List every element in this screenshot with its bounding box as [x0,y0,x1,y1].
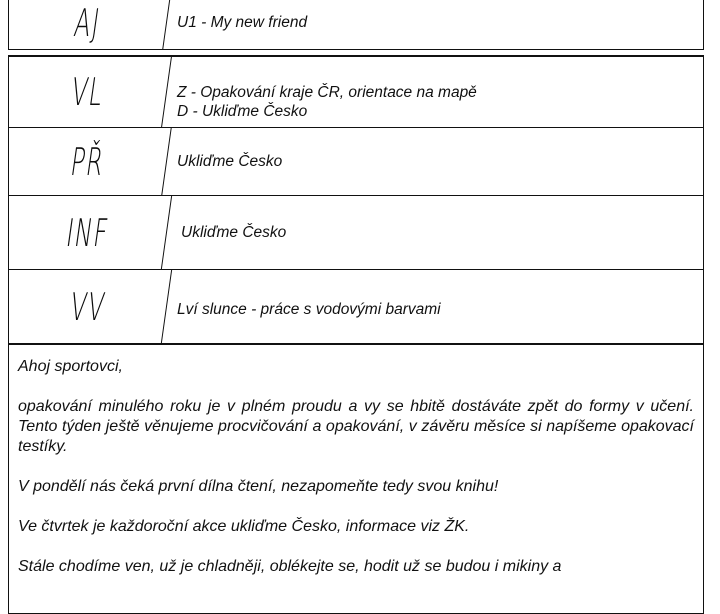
schedule-row-pr [8,128,704,196]
subject-label: AJ [5,0,170,49]
content-line: Ukliďme Česko [181,224,287,241]
schedule-row-aj [8,0,704,50]
content-line: Ukliďme Česko [177,153,283,170]
schedule-row-vl [8,56,704,128]
subject-content [167,57,703,127]
subject-label: PŘ [4,128,171,195]
message-paragraph: opakování minulého roku je v plném proudu a vy se hbitě dostáváte zpět do formy v učení. Tento týden ještě věnujeme procvičování a opakování, v závěru měsíce si napíšeme opakovací testíky. [18,398,694,455]
message-paragraph: V pondělí nás čeká první dílna čtení, nezapomeňte tedy svou knihu! [18,478,499,495]
schedule-row-vv [8,270,704,344]
content-line: Z - Opakování kraje ČR, orientace na mapě [177,84,477,101]
message-greeting: Ahoj sportovci, [18,358,123,375]
content-line: U1 - My new friend [177,14,308,31]
message-paragraph: Ve čtvrtek je každoroční akce ukliďme Česko, informace viz ŽK. [18,518,470,535]
subject-label: VL [4,57,172,127]
content-line: Lví slunce - práce s vodovými barvami [177,301,441,318]
schedule-row-inf [8,196,704,270]
subject-content [167,128,703,195]
subject-content [167,196,703,269]
subject-content [167,0,703,49]
content-line: D - Ukliďme Česko [177,103,308,120]
subject-content [167,270,703,343]
subject-label: INF [4,196,172,269]
subject-label: VV [4,270,172,343]
weekly-message [8,344,704,614]
message-paragraph: Stále chodíme ven, už je chladněji, oblékejte se, hodit už se budou i mikiny a [18,558,562,575]
